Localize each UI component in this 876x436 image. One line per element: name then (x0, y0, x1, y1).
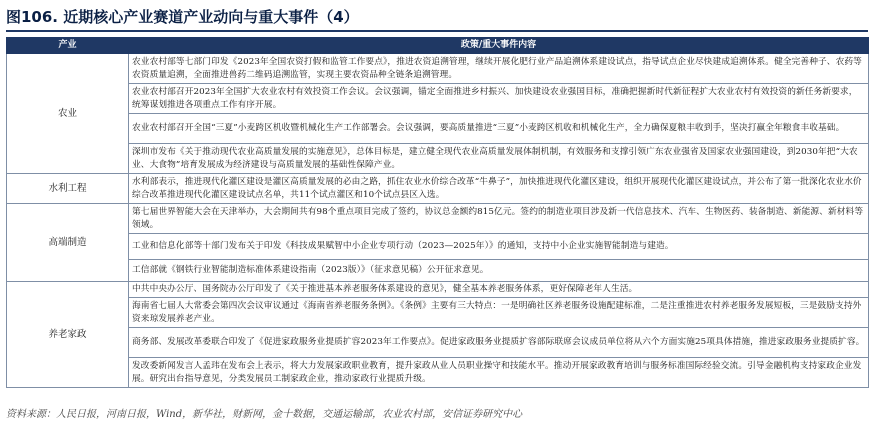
table-row (7, 358, 869, 388)
industry-agri: 农业 (7, 54, 129, 174)
event-cell: 农业农村部召开2023年全国扩大农业农村有效投资工作会议。会议强调，锚定全面推进乡村振兴、加快建设农业强国目标，准确把握新时代新征程扩大农业农村有效投资的新任务新要求，统筹谋划推进各项重点工作有序开展。 (129, 84, 869, 114)
industry-mfg: 高端制造 (7, 204, 129, 282)
header-industry: 产业 (7, 38, 129, 54)
industry-elder: 养老家政 (7, 282, 129, 388)
title-rule (6, 30, 868, 32)
event-cell: 农业农村部召开全国“三夏”小麦跨区机收暨机械化生产工作部署会。会议强调，要高质量推进“三夏”小麦跨区机收和机械化生产，全力确保夏粮丰收到手，坚决打赢全年粮食丰收基础。 (129, 114, 869, 144)
source-note: 资料来源：人民日报，河南日报，Wind，新华社，财新网，金十数据，交通运输部，农业农村部，安信证券研究中心 (6, 409, 523, 420)
event-cell: 水利部表示，推进现代化灌区建设是灌区高质量发展的必由之路，抓住农业水价综合改革“牛鼻子”，加快推进现代化灌区建设，组织开展现代化灌区建设试点，并公布了第一批深化农业水价综合改革推进现代化灌区建设试点名单，共11个试点灌区和10个试点县区入选。 (129, 174, 869, 204)
figure-title: 图106. 近期核心产业赛道产业动向与重大事件（4） (6, 8, 359, 26)
table-row (7, 114, 869, 144)
event-cell: 海南省七届人大常委会第四次会议审议通过《海南省养老服务条例》。《条例》主要有三大特点：一是明确社区养老服务设施配建标准，二是注重推进农村养老服务发展短板，三是鼓励支持外资来琼发展养老产业。 (129, 298, 869, 328)
table-row (7, 328, 869, 358)
events-table (6, 37, 869, 388)
table-row (7, 144, 869, 174)
event-cell: 工业和信息化部等十部门发布关于印发《科技成果赋智中小企业专项行动（2023—2025年）》的通知，支持中小企业实施智能制造与建造。 (129, 234, 869, 260)
table-row (7, 84, 869, 114)
header-events: 政策/重大事件内容 (129, 38, 869, 54)
table-row (7, 260, 869, 282)
table-row (7, 298, 869, 328)
event-cell: 发改委新闻发言人孟玮在发布会上表示，将大力发展家政职业教育，提升家政从业人员职业操守和技能水平。推动开展家政教育培训与服务标准国际经验交流。引导金融机构支持家政企业发展。研究出台指导意见，分类发展员工制家政企业，推动家政行业提质升级。 (129, 358, 869, 388)
event-cell: 中共中央办公厅、国务院办公厅印发了《关于推进基本养老服务体系建设的意见》，健全基本养老服务体系，更好保障老年人生活。 (129, 282, 869, 298)
event-cell: 工信部就《钢铁行业智能制造标准体系建设指南（2023版）》（征求意见稿）公开征求意见。 (129, 260, 869, 282)
table-row (7, 54, 869, 84)
industry-water: 水利工程 (7, 174, 129, 204)
table-header-row (7, 38, 869, 54)
table-row (7, 204, 869, 234)
table-row (7, 234, 869, 260)
event-cell: 农业农村部等七部门印发《2023年全国农资打假和监管工作要点》，推进农资追溯管理，继续开展化肥行业产品追溯体系建设试点，指导试点企业尽快建成追溯体系。健全完善种子、农药等农资质量追溯，全面推进兽药二维码追溯监管，实现主要农资品种全链条追溯管理。 (129, 54, 869, 84)
event-cell: 深圳市发布《关于推动现代农业高质量发展的实施意见》，总体目标是，建立健全现代农业高质量发展体制机制，有效服务和支撑引领广东农业强省及国家农业强国建设，到2030年把“大农业、大食物”培育发展成为经济建设与高质量发展的基础性保障产业。 (129, 144, 869, 174)
event-cell: 第七届世界智能大会在天津举办，大会期间共有98个重点项目完成了签约，协议总金额约815亿元。签约的制造业项目涉及新一代信息技术、汽车、生物医药、装备制造、新能源、新材料等领域。 (129, 204, 869, 234)
table-row (7, 282, 869, 298)
event-cell: 商务部、发展改革委联合印发了《促进家政服务业提质扩容2023年工作要点》。促进家政服务业提质扩容部际联席会议成员单位将从六个方面实施25项具体措施，推进家政服务业提质扩容。 (129, 328, 869, 358)
table-row (7, 174, 869, 204)
